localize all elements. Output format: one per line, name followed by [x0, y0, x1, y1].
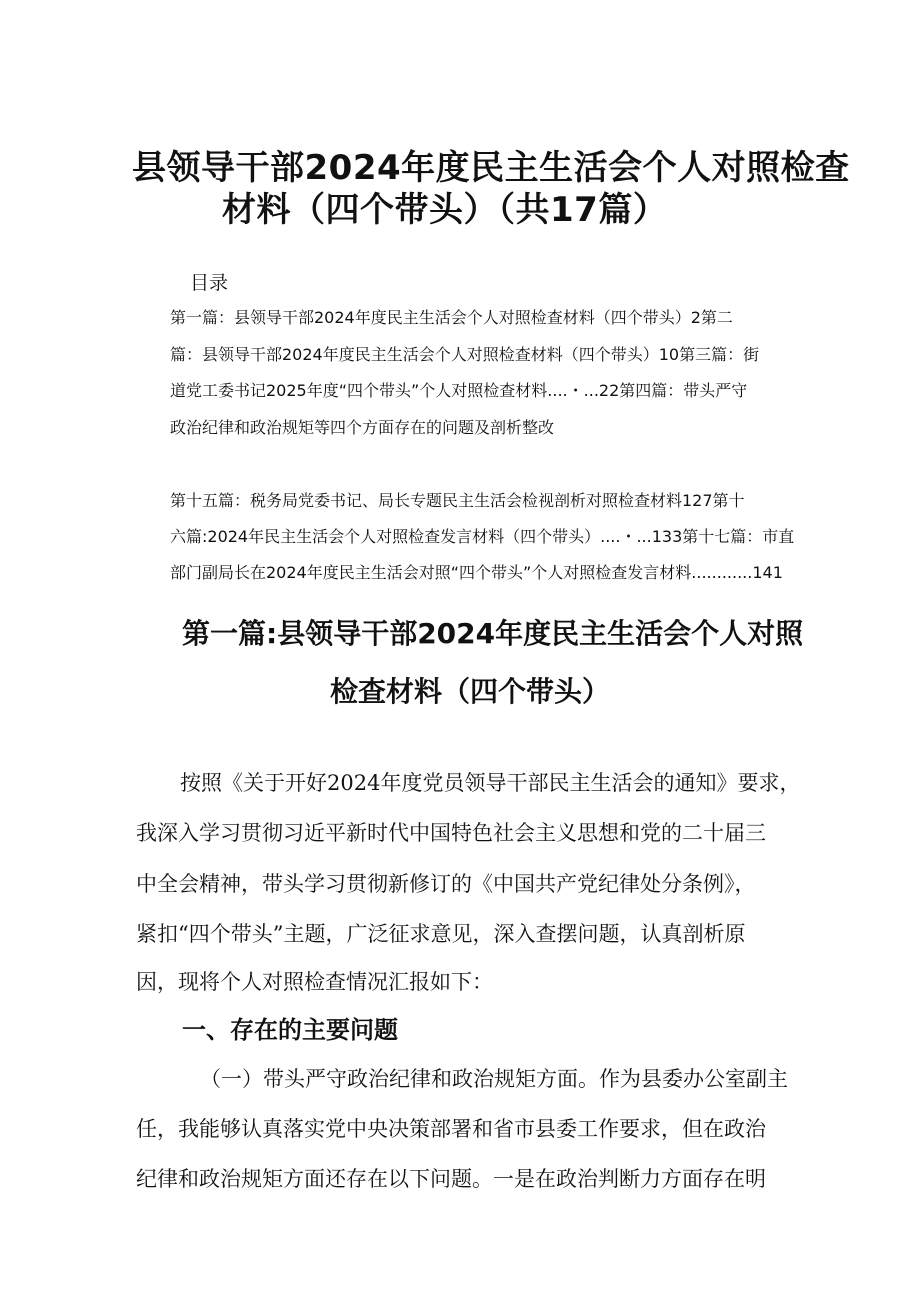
- body-text-line: 按照《关于开好2024年度党员领导干部民主生活会的通知》要求，: [180, 771, 801, 795]
- document-title-line-2: 材料（四个带头）（共17篇）: [222, 190, 668, 230]
- toc-heading: 目录: [190, 272, 229, 294]
- article-title-line-1: 第一篇:县领导干部2024年度民主生活会个人对照: [182, 617, 804, 650]
- body-text-line: 中全会精神，带头学习贯彻新修订的《中国共产党纪律处分条例》，: [136, 872, 756, 896]
- toc-line: 第一篇：县领导干部2024年度民主生活会个人对照检查材料（四个带头）2第二: [170, 308, 733, 327]
- toc-line: 部门副局长在2024年度民主生活会对照“四个带头”个人对照检查发言材料............141: [170, 563, 783, 582]
- body-text-line: 纪律和政治规矩方面还存在以下问题。一是在政治判断力方面存在明: [136, 1167, 766, 1191]
- toc-line: 道党工委书记2025年度“四个带头”个人对照检查材料....・...22第四篇：带头严守: [170, 381, 748, 400]
- body-text-line: 紧扣“四个带头”主题，广泛征求意见，深入查摆问题，认真剖析原: [136, 922, 746, 946]
- section-heading: 一、存在的主要问题: [182, 1016, 398, 1044]
- toc-line: 篇：县领导干部2024年度民主生活会个人对照检查材料（四个带头）10第三篇：街: [170, 345, 760, 364]
- body-text-line: 我深入学习贯彻习近平新时代中国特色社会主义思想和党的二十届三: [136, 821, 766, 845]
- body-text-line: （一）带头严守政治纪律和政治规矩方面。作为县委办公室副主: [200, 1067, 788, 1091]
- toc-line: 政治纪律和政治规矩等四个方面存在的问题及剖析整改: [170, 418, 555, 437]
- body-text-line: 因，现将个人对照检查情况汇报如下：: [136, 970, 493, 994]
- body-text-line: 任，我能够认真落实党中央决策部署和省市县委工作要求，但在政治: [136, 1117, 766, 1141]
- toc-line: 六篇:2024年民主生活会个人对照检查发言材料（四个带头）....・...133第十七篇：市直: [170, 527, 795, 546]
- toc-line: 第十五篇：税务局党委书记、局长专题民主生活会检视剖析对照检查材料127第十: [170, 491, 745, 510]
- document-title-line-1: 县领导干部2024年度民主生活会个人对照检查: [132, 148, 850, 188]
- article-title-line-2: 检查材料（四个带头）: [330, 675, 611, 708]
